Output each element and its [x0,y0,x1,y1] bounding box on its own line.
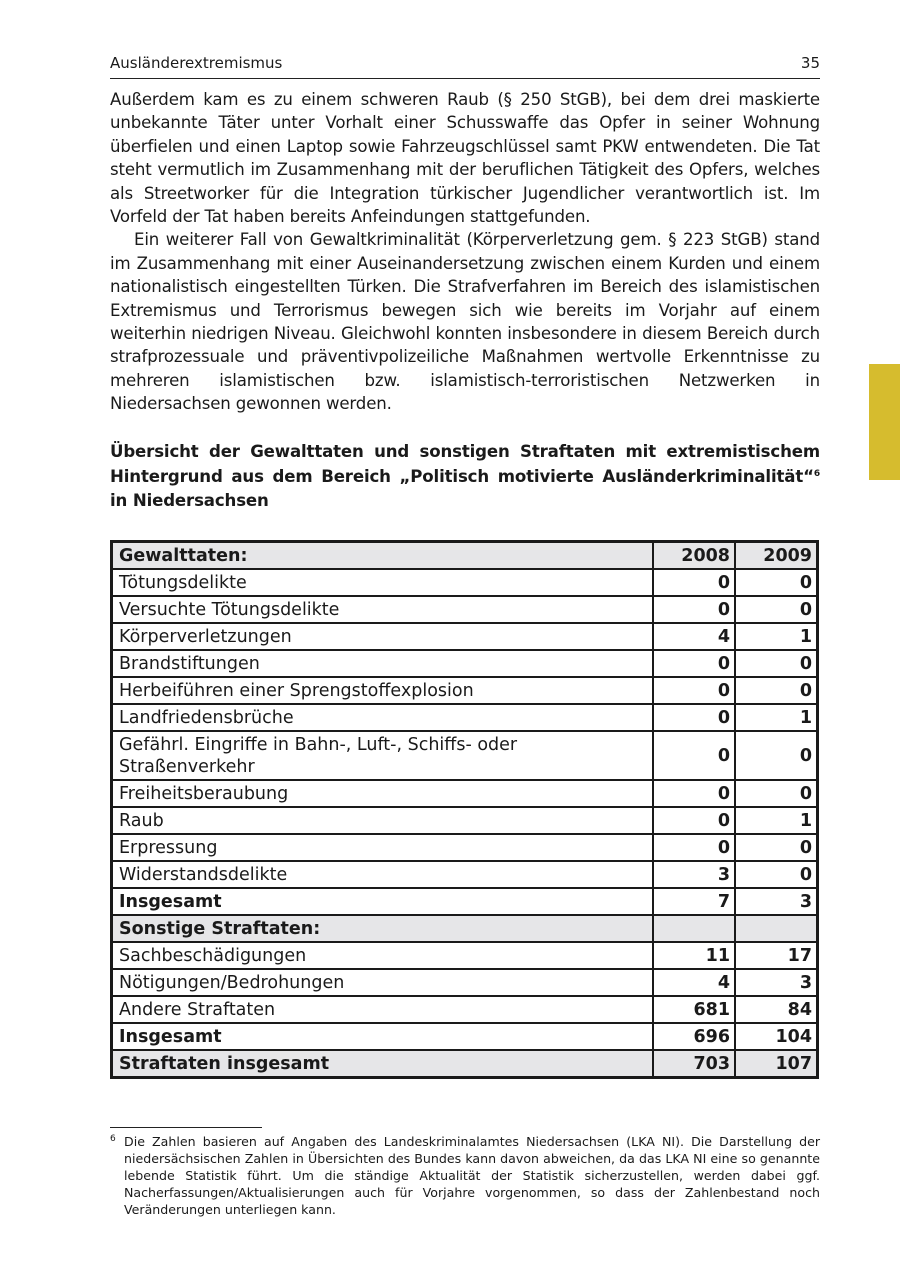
row-label: Herbeiführen einer Sprengstoffexplosion [112,677,654,704]
value-2008: 0 [653,834,735,861]
value-2009 [735,915,818,942]
header-label: Gewalttaten: [112,542,654,570]
table-row [112,969,818,996]
table-row [112,596,818,623]
table-total-row [112,1050,818,1078]
row-label: Andere Straftaten [112,996,654,1023]
table-heading-text: Übersicht der Gewalttaten und sonstigen Straftaten mit extremistischem Hintergrund aus dem Bereich „Politisch motivierte Ausländerkriminalität“ [110,442,820,487]
value-2008: 0 [653,650,735,677]
table-row [112,623,818,650]
body-text [110,88,820,416]
value-2009: 0 [735,731,818,780]
value-2008: 0 [653,807,735,834]
value-2009: 17 [735,942,818,969]
table-row [112,650,818,677]
row-label: Sachbeschädigungen [112,942,654,969]
header-year-2008: 2008 [653,542,735,570]
value-2008 [653,915,735,942]
row-label: Körperverletzungen [112,623,654,650]
value-2009: 104 [735,1023,818,1050]
value-2008: 0 [653,677,735,704]
footnote-reference[interactable]: 6 [813,469,820,480]
value-2008: 0 [653,731,735,780]
row-label: Straftaten insgesamt [112,1050,654,1078]
value-2008: 0 [653,780,735,807]
row-label: Insgesamt [112,888,654,915]
row-label: Sonstige Straftaten: [112,915,654,942]
value-2009: 1 [735,623,818,650]
value-2009: 0 [735,650,818,677]
value-2008: 0 [653,704,735,731]
table-row [112,780,818,807]
value-2009: 84 [735,996,818,1023]
value-2008: 681 [653,996,735,1023]
value-2009: 1 [735,807,818,834]
value-2009: 1 [735,704,818,731]
table-row [112,807,818,834]
row-label: Tötungsdelikte [112,569,654,596]
footnote-marker: 6 [110,1134,116,1144]
value-2008: 703 [653,1050,735,1078]
row-label: Brandstiftungen [112,650,654,677]
page-header [110,54,820,79]
table-row [112,861,818,888]
value-2009: 0 [735,569,818,596]
table-total-row [112,1023,818,1050]
value-2008: 0 [653,596,735,623]
paragraph: Ein weiterer Fall von Gewaltkriminalität (Körperverletzung gem. § 223 StGB) stand im Zusammenhang mit einer Auseinandersetzung zwischen einem Kurden und einem nationalistisch eingestellten Türken. Die Strafverfahren im Bereich des islamistischen Extremismus und Terrorismus bewegen sich wie bereits im Vorjahr auf einem weiterhin niedrigen Niveau. Gleichwohl konnten insbesondere in diesem Bereich durch strafprozessuale und präventivpolizeiliche Maßnahmen wertvolle Erkenntnisse zu mehreren islamistischen bzw. islamistisch-terroristischen Netzwerken in Niedersachsen gewonnen werden. [110,230,820,414]
table-row [112,834,818,861]
table-row [112,942,818,969]
row-label: Erpressung [112,834,654,861]
value-2008: 0 [653,569,735,596]
row-label: Insgesamt [112,1023,654,1050]
row-label: Gefährl. Eingriffe in Bahn-, Luft-, Schiffs- oder Straßenverkehr [112,731,654,780]
running-head-title: Ausländerextremismus [110,54,283,72]
table-row [112,704,818,731]
value-2009: 0 [735,677,818,704]
table-row [112,569,818,596]
value-2009: 3 [735,969,818,996]
value-2008: 4 [653,969,735,996]
value-2009: 0 [735,596,818,623]
chapter-tab-marker [869,364,900,480]
value-2008: 4 [653,623,735,650]
value-2008: 3 [653,861,735,888]
row-label: Widerstandsdelikte [112,861,654,888]
page-number: 35 [800,54,820,72]
value-2008: 696 [653,1023,735,1050]
value-2009: 0 [735,780,818,807]
row-label: Freiheitsberaubung [112,780,654,807]
table-section-row [112,915,818,942]
row-label: Versuchte Tötungsdelikte [112,596,654,623]
table-heading-text-end: in Niedersachsen [110,490,269,510]
value-2009: 107 [735,1050,818,1078]
value-2009: 3 [735,888,818,915]
value-2008: 11 [653,942,735,969]
footnote [110,1133,820,1218]
footnote-divider [110,1127,262,1128]
paragraph: Außerdem kam es zu einem schweren Raub (§ 250 StGB), bei dem drei maskierte unbekannte Täter unter Vorhalt einer Schusswaffe das Opfer in seiner Wohnung überfielen und einen Laptop sowie Fahrzeugschlüssel samt PKW entwendeten. Die Tat steht vermutlich im Zusammenhang mit der beruflichen Tätigkeit des Opfers, welches als Streetworker für die Integration türkischer Jugendlicher verantwortlich ist. Im Vorfeld der Tat haben bereits Anfeindungen stattgefunden. [110,90,820,227]
value-2008: 7 [653,888,735,915]
table-total-row [112,888,818,915]
footnote-text: Die Zahlen basieren auf Angaben des Landeskriminalamtes Niedersachsen (LKA NI). Die Darstellung der niedersächsischen Zahlen in Übersichten des Bundes kann davon abweichen, da das LKA NI eine so genannte lebende Statistik führt. Um die ständige Aktualität der Statistik sicherzustellen, werden dabei ggf. Nacherfassungen/Aktualisierungen auch für Vorjahre vorgenommen, so dass der Zahlenbestand noch Veränderungen unterliegen kann. [124,1134,820,1217]
header-year-2009: 2009 [735,542,818,570]
value-2009: 0 [735,861,818,888]
crime-statistics-table [110,540,819,1079]
table-row [112,996,818,1023]
row-label: Landfriedensbrüche [112,704,654,731]
table-row [112,677,818,704]
row-label: Raub [112,807,654,834]
row-label: Nötigungen/Bedrohungen [112,969,654,996]
table-heading [110,440,820,512]
table-row [112,731,818,780]
table-header-row [112,542,818,570]
value-2009: 0 [735,834,818,861]
